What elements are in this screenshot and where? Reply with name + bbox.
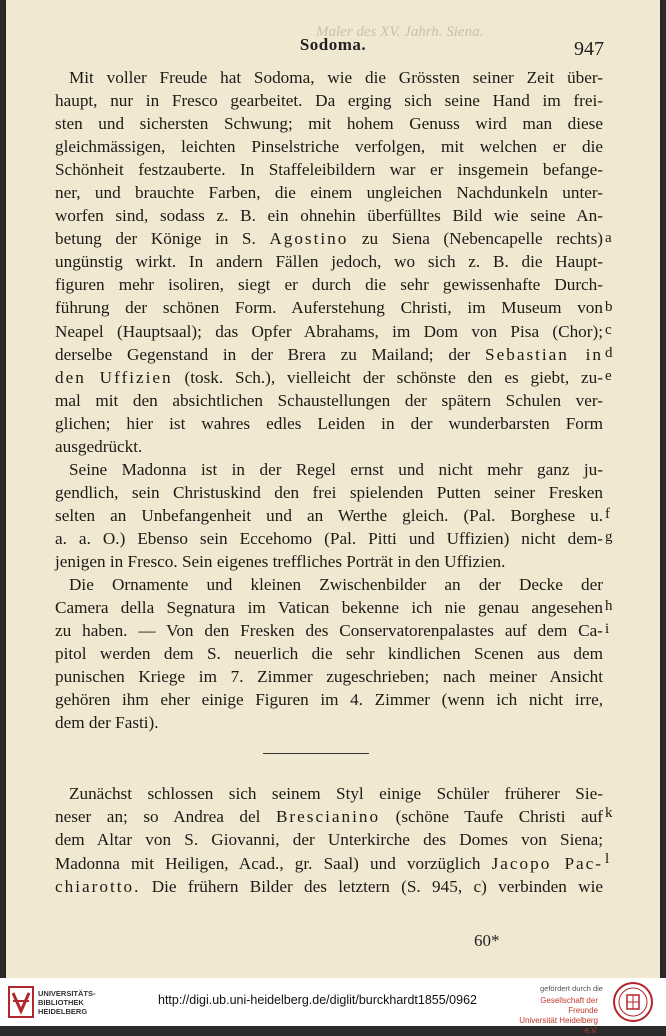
text-line: Seine Madonna ist in der Regel ernst und nicht mehr ganz ju-	[69, 459, 603, 479]
book-page	[6, 0, 660, 978]
text-line: dem Altar von S. Giovanni, der Unterkirche des Domes von Siena;	[55, 830, 603, 850]
text-line: Madonna mit Heiligen, Acad., gr. Saal) und vorzüglich Jacopo Pac-	[55, 853, 603, 873]
text-line: gleichmässigen, leichten Pinselstriche verfolgen, mit welchen er die	[55, 137, 603, 157]
margin-letter: a	[605, 230, 612, 246]
text-line: glichen; hier ist wahres edles Leiden in der wunderbarsten Form	[55, 413, 603, 433]
spaced-name: Brescianino	[275, 807, 381, 827]
text-line: Zunächst schlossen sich seinem Styl einige Schüler früherer Sie-	[69, 784, 603, 804]
text-line: mal mit den absichtlichen Schaustellungen der spätern Schulen ver-	[55, 390, 603, 410]
spaced-name: Jacopo Pac-	[491, 853, 603, 873]
margin-letter: e	[605, 368, 612, 384]
permalink[interactable]: http://digi.ub.uni-heidelberg.de/diglit/burckhardt1855/0962	[158, 993, 477, 1007]
margin-letter: d	[605, 345, 613, 361]
text-line: den Uffizien (tosk. Sch.), vielleicht der schönste den es giebt, zu-	[55, 367, 604, 387]
text-line: ungünstig wirkt. In andern Fällen jedoch, wo sich z. B. die Haupt-	[55, 252, 603, 272]
text-line: punischen Kriege im 7. Zimmer zugeschrieben; nach meiner Ansicht	[55, 667, 603, 687]
text-line: dem der Fasti).	[55, 713, 159, 733]
section-rule	[263, 753, 369, 754]
page-number: 947	[574, 38, 604, 60]
spaced-name: den Uffizien	[55, 367, 173, 387]
margin-letter: l	[605, 851, 610, 867]
text-line: sten und sichersten Schwung; mit hohem Genuss wird man diese	[55, 114, 603, 134]
text-line: derselbe Gegenstand in der Brera zu Mailand; der Sebastian in	[55, 344, 604, 364]
margin-letter: k	[605, 805, 613, 821]
margin-letter: c	[605, 322, 612, 338]
text-line: gendlich, sein Christuskind den frei spielenden Putten seiner Fresken	[55, 482, 603, 502]
text-line: neser an; so Andrea del Brescianino (schöne Taufe Christi auf	[55, 807, 604, 827]
text-line: Mit voller Freude hat Sodoma, wie die Grössten seiner Zeit über-	[69, 68, 603, 87]
viewer-footer	[0, 978, 666, 1035]
text-line: führung der schönen Form. Auferstehung Christi, im Museum von	[55, 298, 603, 318]
signature-mark: 60*	[474, 931, 500, 950]
spaced-name: chiarotto.	[55, 876, 141, 896]
margin-letter: f	[605, 506, 610, 522]
page-body	[55, 66, 603, 898]
spaced-name: Agostino	[269, 229, 349, 249]
margin-letter: h	[605, 598, 613, 614]
sponsor-name: Gesellschaft der Freunde Universität Heidelberg e.V.	[519, 996, 598, 1035]
text-line: chiarotto. Die frühern Bilder des letztern (S. 945, c) verbinden wie	[55, 876, 603, 896]
text-line: a. a. O.) Ebenso sein Eccehomo (Pal. Pitti und Uffizien) nicht dem-	[55, 528, 603, 548]
spaced-name: Sebastian in	[485, 344, 604, 364]
text-line: figuren mehr isoliren, siegt er durch die sehr gewissenhafte Durch-	[55, 275, 603, 295]
margin-letter: g	[605, 529, 613, 545]
text-line: pitol werden dem S. neuerlich die sehr kindlichen Scenen aus dem	[55, 644, 603, 664]
margin-letter: i	[605, 621, 610, 637]
university-seal-icon	[612, 981, 654, 1023]
text-line: gehören ihm eher einige Figuren im 4. Zimmer (wenn ich nicht irre,	[55, 690, 603, 710]
text-line: Schönheit festzauberte. In Staffeleibildern war er insgemein befange-	[55, 160, 603, 180]
text-line: betung der Könige in S. Agostino zu Siena (Nebencapelle rechts)	[55, 229, 603, 249]
running-head: Sodoma.	[299, 35, 367, 54]
text-line: ner, und brauchte Farben, die einem ungleichen Nachdunkeln unter-	[55, 183, 603, 203]
text-line: jenigen in Fresco. Sein eigenes treffliches Porträt in den Uffizien.	[55, 551, 506, 571]
text-line: Camera della Segnatura im Vatican bekenne ich nie genau angesehen	[55, 598, 603, 618]
university-library-logo-icon	[8, 986, 34, 1018]
show-through-text: Maler des XV. Jahrh. Siena.	[316, 24, 484, 40]
text-line: haupt, nur in Fresco gearbeitet. Da erging sich seine Hand im frei-	[55, 91, 603, 111]
text-line: Die Ornamente und kleinen Zwischenbilder an der Decke der	[69, 575, 603, 595]
sponsor-intro: gefördert durch die	[540, 984, 603, 993]
library-name: UNIVERSITÄTS- BIBLIOTHEK HEIDELBERG	[38, 989, 96, 1016]
margin-letter: b	[605, 299, 613, 315]
text-line: ausgedrückt.	[55, 436, 143, 456]
text-line: zu haben. — Von den Fresken des Conservatorenpalastes auf dem Ca-	[55, 621, 603, 641]
text-line: worfen sind, sodass z. B. ein ohnehin überfülltes Bild wie seine An-	[55, 206, 603, 226]
text-line: selten an Unbefangenheit und an Werthe gleich. (Pal. Borghese u.	[55, 505, 603, 525]
text-line: Neapel (Hauptsaal); das Opfer Abrahams, im Dom von Pisa (Chor);	[55, 321, 603, 341]
